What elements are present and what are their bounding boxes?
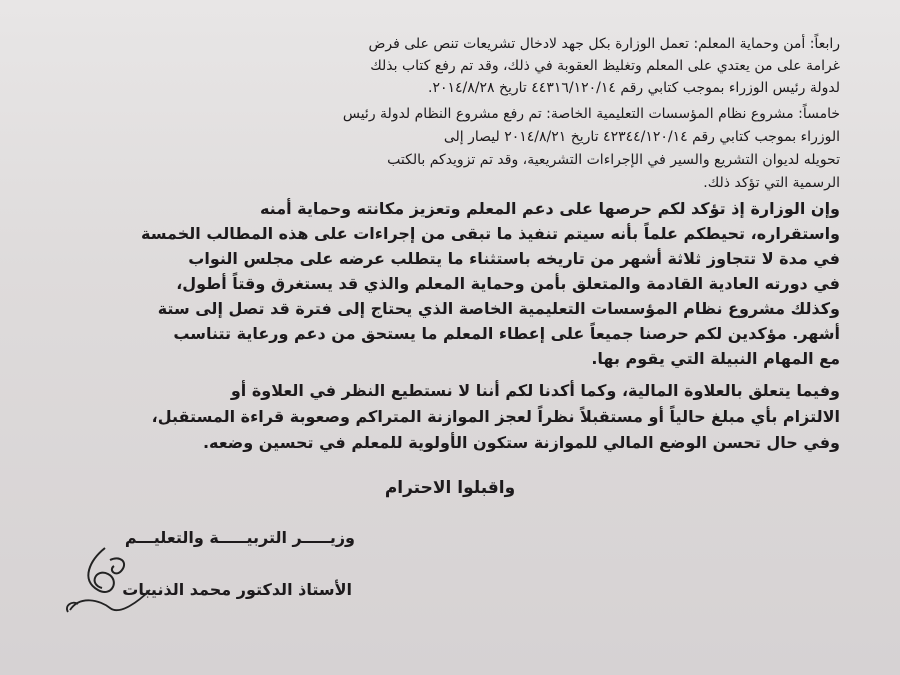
text-line: أشهر. مؤكدين لكم حرصنا جميعاً على إعطاء المعلم ما يستحق من دعم ورعاية تتناسب <box>173 324 840 343</box>
text-line: مع المهام النبيلة التي يقوم بها. <box>591 349 840 368</box>
paragraph-teacher-safety <box>80 33 840 99</box>
text-line: الوزراء بموجب كتابي رقم ٤٢٣٤٤/١٢٠/١٤ تاريخ ٢٠١٤/٨/٢١ ليصار إلى <box>443 129 840 145</box>
text-line: لدولة رئيس الوزراء بموجب كتابي رقم ٤٤٣١٦/١٢٠/١٤ تاريخ ٢٠١٤/٨/٢٨. <box>427 80 840 96</box>
text-line: الالتزام بأي مبلغ حالياً أو مستقبلاً نظراً لعجز الموازنة المتراكم وصعوبة قراءة المستقبل، <box>151 407 840 426</box>
closing-salutation: واقبلوا الاحترام <box>384 478 516 498</box>
text-line: في دورته العادية القادمة والمتعلق بأمن وحماية المعلم والذي قد يستغرق وقتاً أطول، <box>176 274 840 293</box>
paragraph-ministry-commitment <box>80 196 840 371</box>
text-line: وإن الوزارة إذ تؤكد لكم حرصها على دعم المعلم وتعزيز مكانته وحماية أمنه <box>259 199 840 218</box>
text-line: تحويله لديوان التشريع والسير في الإجراءات التشريعية، وقد تم تزويدكم بالكتب <box>387 152 840 168</box>
signatory-name: الأستاذ الدكتور محمد الذنيبات <box>122 580 352 599</box>
text-line: واستقراره، تحيطكم علماً بأنه سيتم تنفيذ ما تبقى من إجراءات على هذه المطالب الخمسة <box>141 224 840 243</box>
text-line: رابعاً: أمن وحماية المعلم: تعمل الوزارة بكل جهد لادخال تشريعات تنص على فرض <box>368 36 840 52</box>
signatory-title: وزيـــــر التربيـــــة والتعليـــم <box>124 528 355 547</box>
text-line: خامساً: مشروع نظام المؤسسات التعليمية الخاصة: تم رفع مشروع النظام لدولة رئيس <box>342 106 840 122</box>
text-line: وفيما يتعلق بالعلاوة المالية، وكما أكدنا لكم أننا لا نستطيع النظر في العلاوة أو <box>230 381 840 400</box>
text-line: وفي حال تحسن الوضع المالي للموازنة ستكون الأولوية للمعلم في تحسين وضعه. <box>202 433 840 452</box>
handwritten-signature <box>50 540 160 620</box>
paragraph-private-institutions <box>80 103 840 195</box>
text-line: غرامة على من يعتدي على المعلم وتغليظ العقوبة في ذلك، وقد تم رفع كتاب بذلك <box>370 58 840 74</box>
text-line: الرسمية التي تؤكد ذلك. <box>703 175 840 191</box>
text-line: وكذلك مشروع نظام المؤسسات التعليمية الخاصة الذي يحتاج إلى فترة قد تصل إلى ستة <box>157 299 840 318</box>
text-line: في مدة لا تتجاوز ثلاثة أشهر من تاريخه باستثناء ما يتطلب عرضه على مجلس النواب <box>188 249 840 268</box>
paragraph-financial-allowance <box>80 378 840 456</box>
